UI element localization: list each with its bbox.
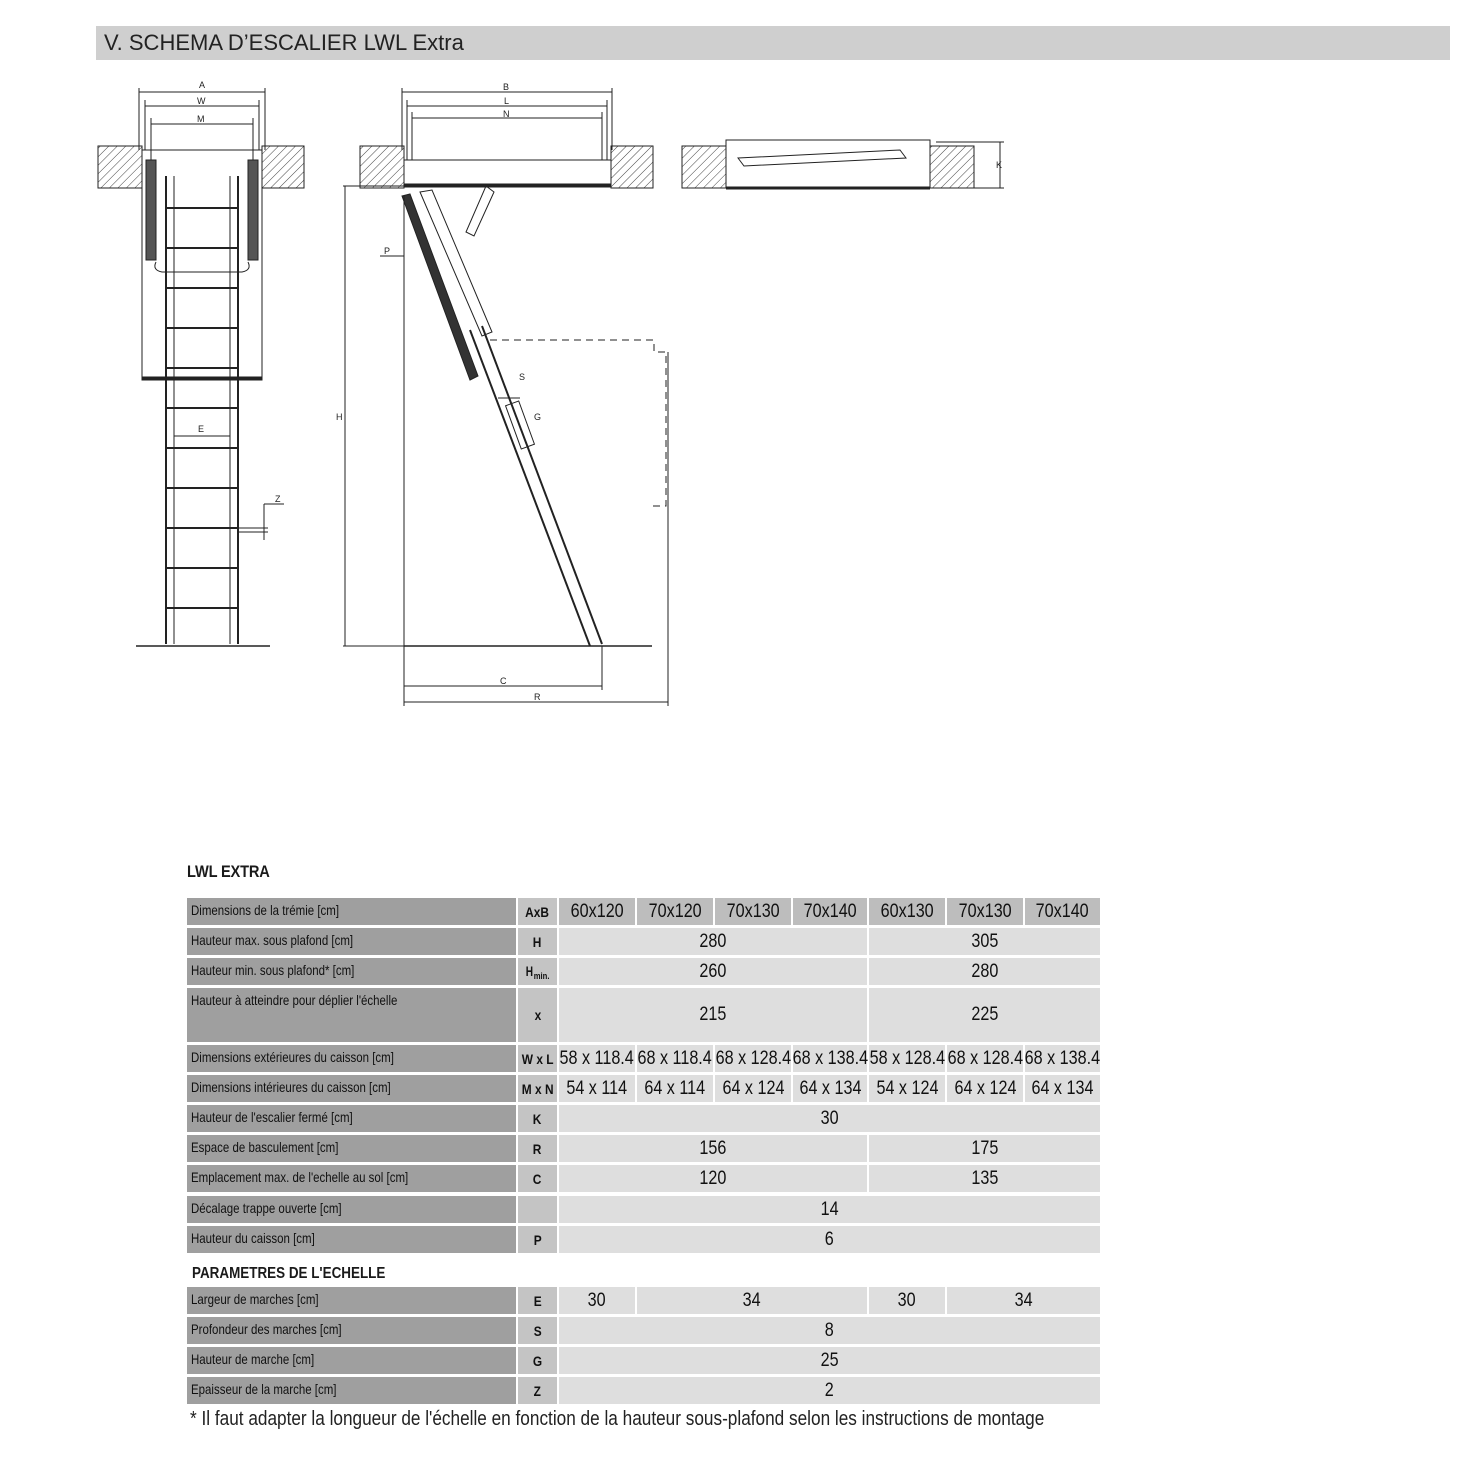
- row-symbol-mxn: M x N: [518, 1075, 557, 1102]
- wxl-value-2: 68 x 118.4: [637, 1045, 713, 1072]
- mxn-value-3: 64 x 124: [715, 1075, 791, 1102]
- label-R: R: [534, 692, 541, 702]
- e-value-3: 30: [869, 1287, 945, 1314]
- row-label-hmax: Hauteur max. sous plafond [cm]: [187, 928, 516, 955]
- z-value: 2: [559, 1377, 1100, 1404]
- label-S: S: [519, 372, 526, 382]
- label-K: K: [996, 160, 1003, 170]
- closed-view: [682, 140, 1004, 188]
- offset-value: 14: [559, 1196, 1100, 1223]
- hmin-value-group-1: 260: [559, 958, 867, 985]
- row-symbol-c: C: [518, 1165, 557, 1192]
- x-value-group-1: 215: [559, 988, 867, 1042]
- c-value-group-1: 120: [559, 1165, 867, 1192]
- row-label-s: Profondeur des marches [cm]: [187, 1317, 516, 1344]
- c-value-group-2: 135: [869, 1165, 1100, 1192]
- label-E: E: [198, 424, 205, 434]
- hmax-value-group-1: 280: [559, 928, 867, 955]
- row-label-wxl: Dimensions extérieures du caisson [cm]: [187, 1045, 516, 1072]
- size-col-3: 70x130: [715, 898, 791, 925]
- wxl-value-1: 58 x 118.4: [559, 1045, 635, 1072]
- g-value: 25: [559, 1347, 1100, 1374]
- e-value-4: 34: [947, 1287, 1100, 1314]
- row-label-r: Espace de basculement [cm]: [187, 1135, 516, 1162]
- wxl-value-7: 68 x 138.4: [1025, 1045, 1100, 1072]
- row-label-p: Hauteur du caisson [cm]: [187, 1226, 516, 1253]
- wxl-value-4: 68 x 138.4: [793, 1045, 867, 1072]
- size-col-6: 70x130: [947, 898, 1023, 925]
- row-symbol-k: K: [518, 1105, 557, 1132]
- r-value-group-2: 175: [869, 1135, 1100, 1162]
- row-label-c: Emplacement max. de l'echelle au sol [cm]: [187, 1165, 516, 1192]
- e-value-1: 30: [559, 1287, 635, 1314]
- row-symbol-hmax: H: [518, 928, 557, 955]
- row-label-mxn: Dimensions intérieures du caisson [cm]: [187, 1075, 516, 1102]
- size-col-4: 70x140: [793, 898, 867, 925]
- ceiling-right-closed: [930, 146, 974, 188]
- label-P: P: [384, 246, 391, 256]
- size-col-1: 60x120: [559, 898, 635, 925]
- row-label-x: Hauteur à atteindre pour déplier l'échelle: [187, 988, 516, 1042]
- mxn-value-1: 54 x 114: [559, 1075, 635, 1102]
- row-symbol-r: R: [518, 1135, 557, 1162]
- ceiling-right-side: [611, 146, 653, 188]
- label-M: M: [197, 114, 205, 124]
- row-symbol-hmin: $H_{min.}$: [518, 958, 557, 985]
- row-symbol-s: S: [518, 1317, 557, 1344]
- row-symbol-opening: AxB: [518, 898, 557, 925]
- size-col-5: 60x130: [869, 898, 945, 925]
- label-H: H: [336, 412, 343, 422]
- label-C: C: [500, 676, 507, 686]
- label-N: N: [503, 109, 510, 119]
- row-label-k: Hauteur de l'escalier fermé [cm]: [187, 1105, 516, 1132]
- r-value-group-1: 156: [559, 1135, 867, 1162]
- mxn-value-7: 64 x 134: [1025, 1075, 1100, 1102]
- row-label-opening: Dimensions de la trémie [cm]: [187, 898, 516, 925]
- size-col-2: 70x120: [637, 898, 713, 925]
- row-label-g: Hauteur de marche [cm]: [187, 1347, 516, 1374]
- row-symbol-x: x: [518, 988, 557, 1042]
- ceiling-right-front: [262, 146, 304, 188]
- e-value-2: 34: [637, 1287, 867, 1314]
- size-col-7: 70x140: [1025, 898, 1100, 925]
- hmin-value-group-2: 280: [869, 958, 1100, 985]
- row-symbol-z: Z: [518, 1377, 557, 1404]
- mxn-value-6: 64 x 124: [947, 1075, 1023, 1102]
- label-L: L: [504, 96, 510, 106]
- ceiling-left-side: [360, 146, 404, 188]
- wxl-value-6: 68 x 128.4: [947, 1045, 1023, 1072]
- x-value-group-2: 225: [869, 988, 1100, 1042]
- label-B: B: [503, 82, 510, 92]
- mxn-value-2: 64 x 114: [637, 1075, 713, 1102]
- k-value: 30: [559, 1105, 1100, 1132]
- row-label-e: Largeur de marches [cm]: [187, 1287, 516, 1314]
- hmax-value-group-2: 305: [869, 928, 1100, 955]
- table-title: LWL EXTRA: [187, 862, 270, 881]
- page-title: V. SCHEMA D’ESCALIER LWL Extra: [104, 30, 464, 55]
- label-G: G: [534, 412, 542, 422]
- front-view: [98, 88, 304, 646]
- row-symbol-e: E: [518, 1287, 557, 1314]
- label-A: A: [199, 80, 206, 90]
- wxl-value-5: 58 x 128.4: [869, 1045, 945, 1072]
- s-value: 8: [559, 1317, 1100, 1344]
- footnote: * Il faut adapter la longueur de l'échelle en fonction de la hauteur sous-plafond selon les instructions de montage: [190, 1408, 1045, 1430]
- row-symbol-offset: [518, 1196, 557, 1223]
- row-label-hmin: Hauteur min. sous plafond* [cm]: [187, 958, 516, 985]
- p-value: 6: [559, 1226, 1100, 1253]
- row-label-offset: Décalage trappe ouverte [cm]: [187, 1196, 516, 1223]
- ladder-params-title: PARAMETRES DE L'ECHELLE: [192, 1265, 386, 1282]
- wxl-value-3: 68 x 128.4: [715, 1045, 791, 1072]
- mxn-value-5: 54 x 124: [869, 1075, 945, 1102]
- ceiling-left-front: [98, 146, 142, 188]
- row-symbol-wxl: W x L: [518, 1045, 557, 1072]
- label-W: W: [197, 96, 206, 106]
- mxn-value-4: 64 x 134: [793, 1075, 867, 1102]
- label-Z: Z: [275, 494, 281, 504]
- row-symbol-g: G: [518, 1347, 557, 1374]
- side-view: [343, 88, 668, 706]
- ceiling-left-closed: [682, 146, 726, 188]
- row-symbol-p: P: [518, 1226, 557, 1253]
- row-label-z: Epaisseur de la marche [cm]: [187, 1377, 516, 1404]
